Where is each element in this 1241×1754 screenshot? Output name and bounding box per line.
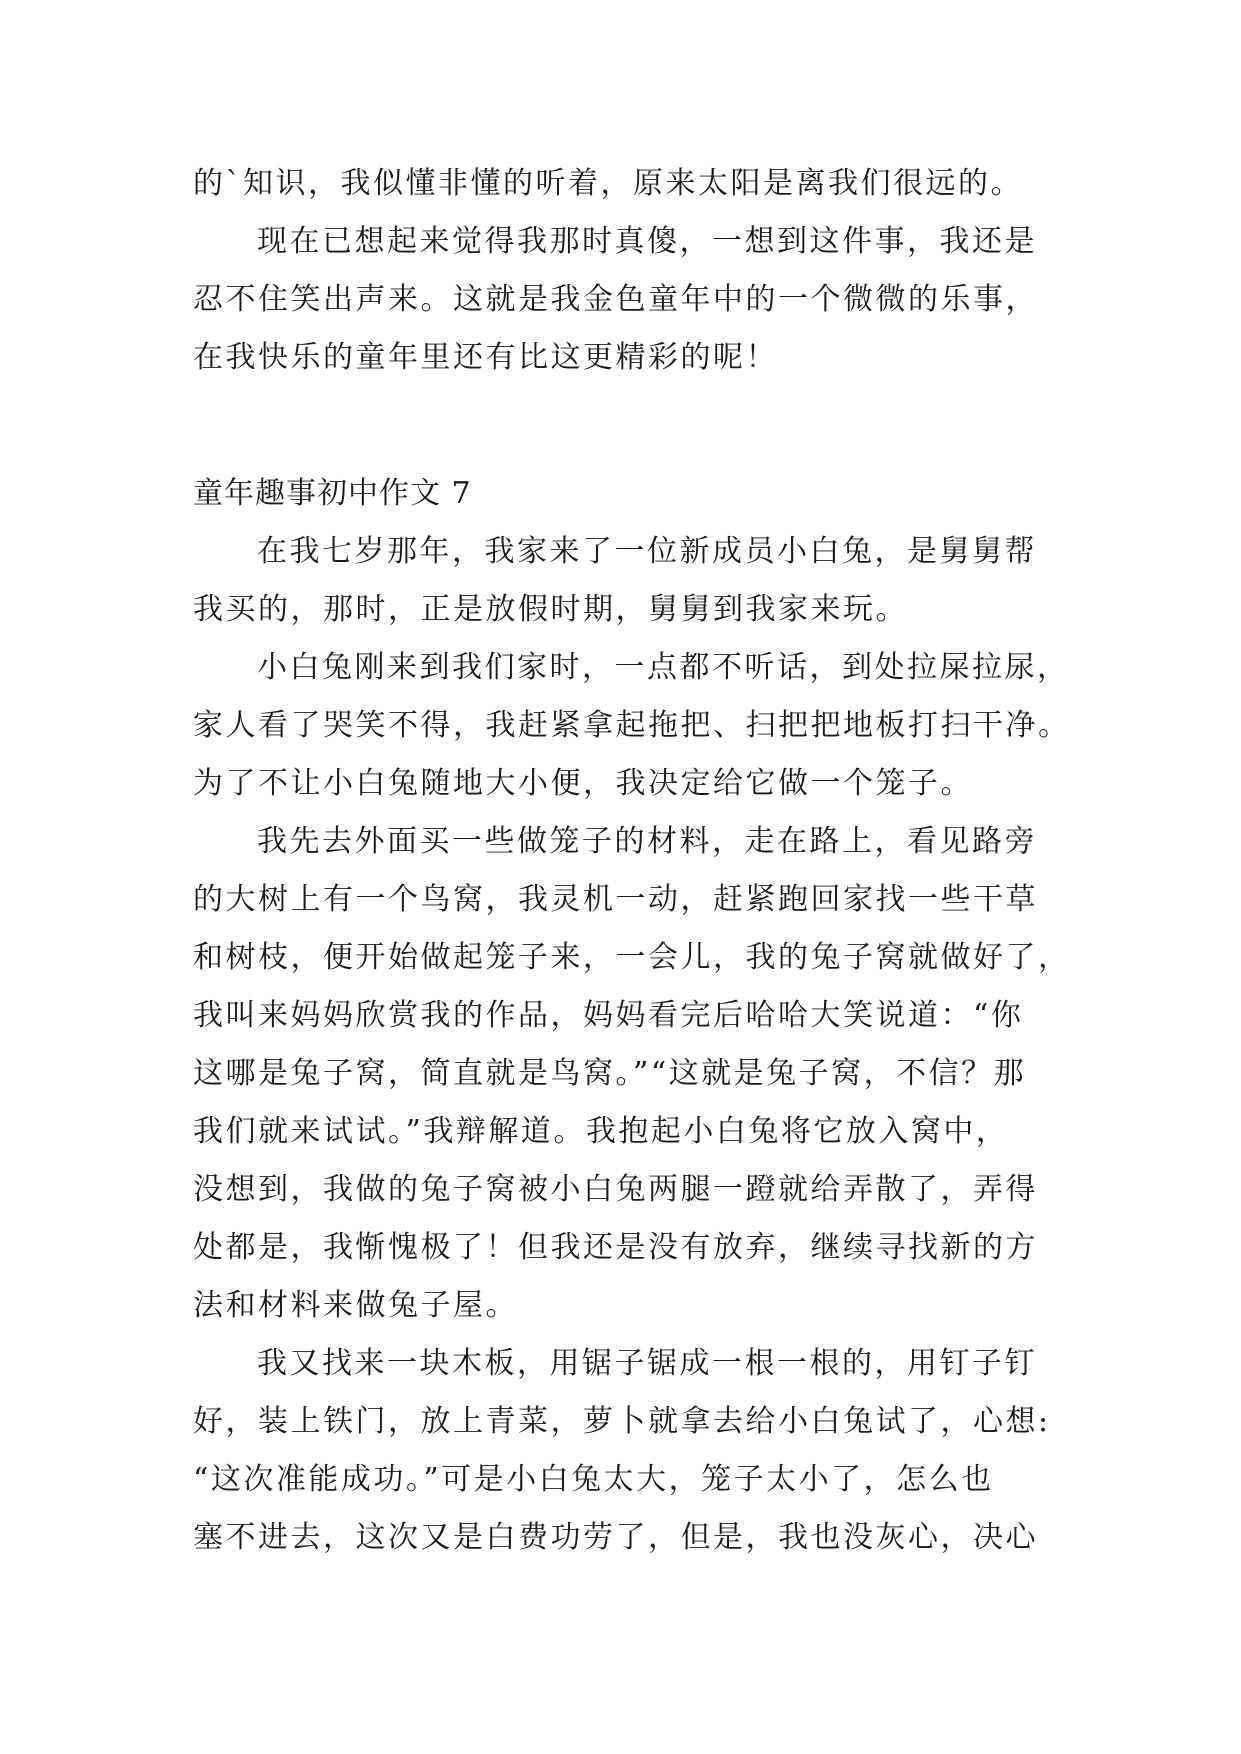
text-line: 没想到，我做的兔子窝被小白兔两腿一蹬就给弄散了，弄得	[193, 1172, 1038, 1207]
text-line: 的大树上有一个鸟窝，我灵机一动，赶紧跑回家找一些干草	[193, 882, 1038, 917]
text-line: 小白兔刚来到我们家时，一点都不听话，到处拉屎拉尿，	[257, 650, 1070, 685]
section-heading: 童年趣事初中作文 7	[193, 476, 472, 511]
text-line: 我们就来试试。”我辩解道。我抱起小白兔将它放入窝中，	[193, 1114, 1009, 1149]
text-line: 我又找来一块木板，用锯子锯成一根一根的，用钉子钉	[257, 1346, 1037, 1381]
text-line: 在我七岁那年，我家来了一位新成员小白兔，是舅舅帮	[257, 534, 1037, 569]
text-line: 这哪是兔子窝，简直就是鸟窝。”“这就是兔子窝，不信？那	[193, 1056, 1027, 1091]
text-line: “这次准能成功。”可是小白兔太大，笼子太小了，怎么也	[193, 1462, 994, 1497]
text-line: 好，装上铁门，放上青菜，萝卜就拿去给小白兔试了，心想:	[193, 1404, 1051, 1439]
paragraph	[193, 1335, 1061, 1567]
section-gap	[193, 387, 1061, 465]
paragraph	[193, 213, 1061, 387]
body-text-bottom	[193, 523, 1071, 1567]
text-line: 处都是，我惭愧极了！但我还是没有放弃，继续寻找新的方	[193, 1230, 1038, 1265]
paragraph	[193, 813, 1071, 1335]
text-line: 忍不住笑出声来。这就是我金色童年中的一个微微的乐事，	[193, 282, 1038, 317]
text-line: 法和材料来做兔子屋。	[193, 1288, 518, 1323]
text-line: 我叫来妈妈欣赏我的作品，妈妈看完后哈哈大笑说道：“你	[193, 998, 1024, 1033]
text-line: 在我快乐的童年里还有比这更精彩的呢！	[193, 340, 778, 375]
text-line: 和树枝，便开始做起笼子来，一会儿，我的兔子窝就做好了，	[193, 940, 1071, 975]
text-line: 我先去外面买一些做笼子的材料，走在路上，看见路旁	[257, 824, 1037, 859]
text-line: 我买的，那时，正是放假时期，舅舅到我家来玩。	[193, 592, 908, 627]
text-line: 塞不进去，这次又是白费功劳了，但是，我也没灰心，决心	[193, 1520, 1038, 1555]
paragraph	[193, 523, 1061, 639]
text-line: 的`知识，我似懂非懂的听着，原来太阳是离我们很远的。	[193, 166, 1023, 201]
paragraph	[193, 639, 1071, 813]
text-line: 现在已想起来觉得我那时真傻，一想到这件事，我还是	[257, 224, 1037, 259]
text-line: 家人看了哭笑不得，我赶紧拿起拖把、扫把把地板打扫干净。	[193, 708, 1071, 743]
text-line: 为了不让小白兔随地大小便，我决定给它做一个笼子。	[193, 766, 973, 801]
paragraph	[193, 155, 1061, 213]
document-page	[193, 155, 1071, 1567]
body-text-top	[193, 155, 1061, 387]
